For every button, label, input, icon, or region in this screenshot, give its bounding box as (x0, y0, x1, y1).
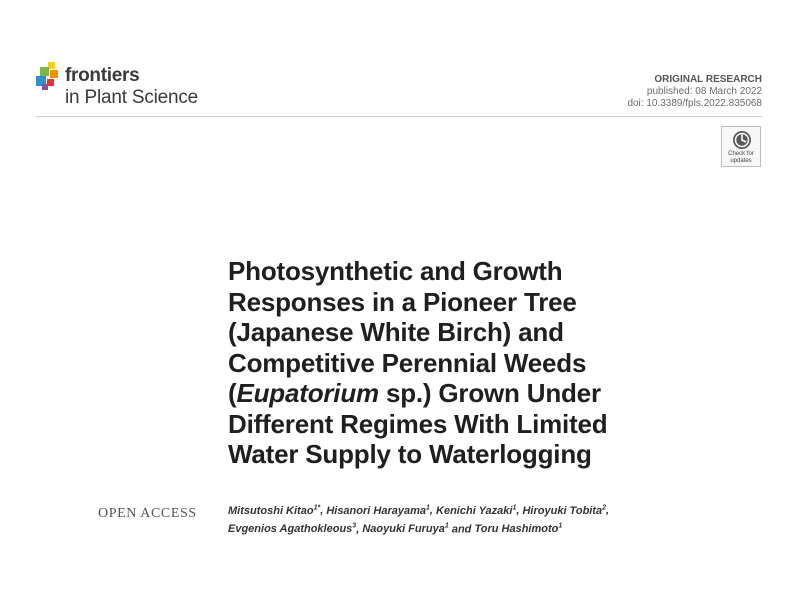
author[interactable] (436, 505, 516, 517)
article-meta (627, 74, 762, 110)
journal-section: in Plant Science (65, 87, 199, 108)
journal-logo[interactable] (36, 62, 236, 112)
author-affiliation: 2 (602, 504, 607, 511)
author-name: Hiroyuki Tobita (522, 504, 603, 517)
author[interactable] (362, 523, 448, 535)
title-line: Competitive Perennial Weeds (228, 347, 587, 378)
article-title (228, 256, 748, 470)
logo-square-red (47, 79, 54, 86)
frontiers-logo-icon (36, 62, 62, 90)
doi[interactable]: doi: 10.3389/fpls.2022.835068 (627, 98, 762, 109)
genus-name: Eupatorium (236, 378, 379, 408)
author[interactable] (474, 523, 562, 535)
author-affiliation: 1 (558, 522, 563, 530)
title-line: Responses in a Pioneer Tree (228, 286, 577, 317)
journal-brand: frontiers (65, 65, 140, 86)
title-line: Different Regimes With Limited (228, 408, 608, 439)
author-name: Kenichi Yazaki (436, 504, 513, 517)
author[interactable] (228, 523, 356, 535)
author[interactable] (326, 505, 430, 517)
check-for-updates-label: Check for updates (728, 151, 754, 164)
logo-square-yellow (48, 62, 55, 69)
article-type: ORIGINAL RESEARCH (654, 74, 762, 85)
author-affiliation: 1 (425, 504, 430, 511)
title-line: Water Supply to Waterlogging (228, 439, 592, 469)
author-affiliation: 1 (512, 504, 517, 511)
published-date: published: 08 March 2022 (646, 86, 762, 97)
author-name: Toru Hashimoto (474, 523, 559, 536)
logo-square-green (40, 67, 49, 76)
open-access-label: OPEN ACCESS (98, 506, 197, 521)
author-separator: and (448, 523, 475, 536)
author-affiliation: 1 (444, 522, 449, 530)
author-separator: , (516, 504, 523, 517)
check-for-updates-icon (732, 130, 752, 150)
author-separator: , (320, 504, 327, 517)
author-affiliation: 1* (313, 504, 321, 511)
author-separator: , (606, 504, 610, 517)
author-separator: , (429, 504, 437, 517)
author-line (228, 519, 748, 538)
author[interactable] (522, 505, 606, 517)
title-line: (Japanese White Birch) and (228, 317, 564, 347)
author-affiliation: 3 (352, 522, 357, 530)
title-line: Photosynthetic and Growth (228, 256, 563, 286)
author-separator: , (356, 523, 363, 536)
author[interactable] (228, 505, 320, 517)
author-name: Mitsutoshi Kitao (228, 504, 314, 517)
author-line (228, 500, 748, 519)
author-list (228, 500, 748, 537)
author-name: Hisanori Harayama (326, 504, 426, 517)
check-for-updates-badge[interactable] (721, 126, 761, 167)
header-divider (36, 116, 762, 117)
author-name: Evgenios Agathokleous (228, 523, 353, 536)
author-name: Naoyuki Furuya (362, 523, 445, 536)
title-line: (Eupatorium sp.) Grown Under (228, 378, 601, 408)
logo-square-orange (50, 70, 58, 78)
logo-square-purple (42, 84, 48, 90)
